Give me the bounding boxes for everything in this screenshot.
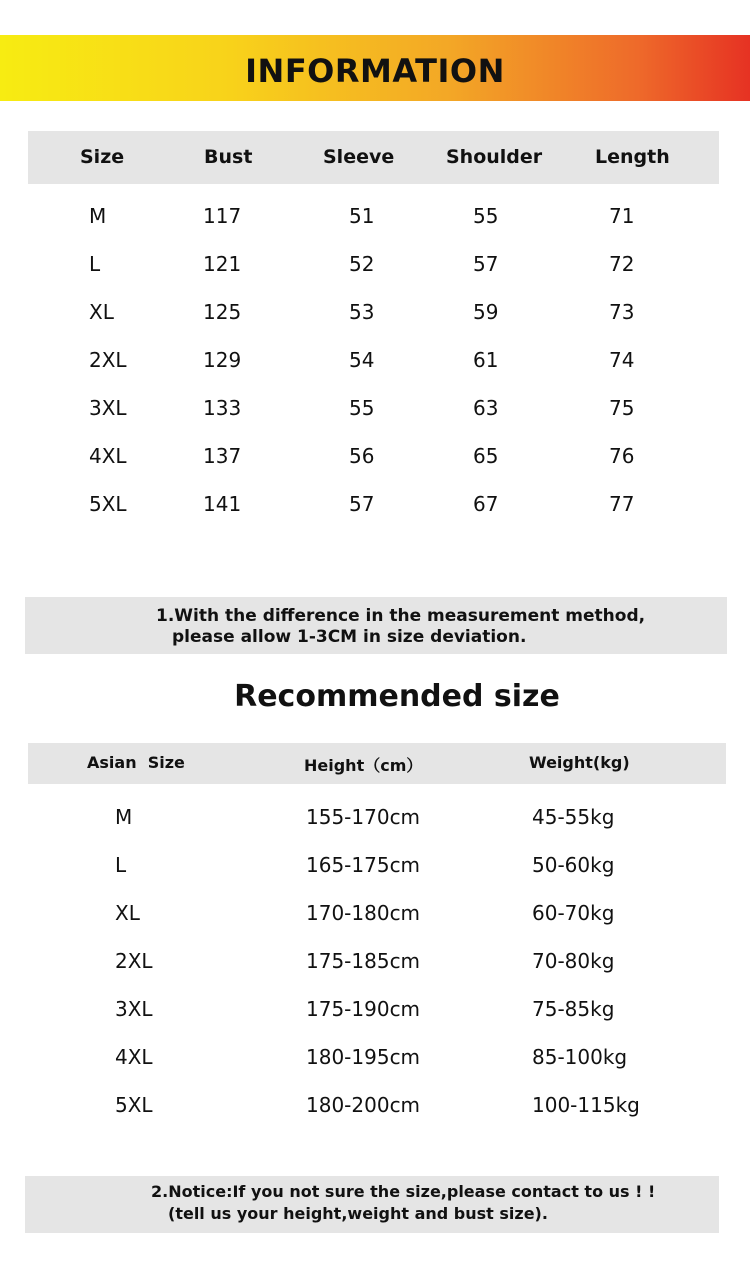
shoulder-cell: 65 bbox=[473, 444, 499, 468]
height-cell: 170-180cm bbox=[306, 901, 421, 925]
bust-cell: 133 bbox=[203, 396, 242, 420]
contact-note-line1: 2.Notice:If you not sure the size,please contact to us ! ! bbox=[151, 1182, 656, 1201]
measurement-note-line2: please allow 1-3CM in size deviation. bbox=[172, 627, 527, 647]
size-header-size: Size bbox=[80, 146, 125, 168]
shoulder-cell: 55 bbox=[473, 204, 499, 228]
height-cell: 175-185cm bbox=[306, 949, 421, 973]
weight-cell: 75-85kg bbox=[532, 997, 615, 1021]
size-cell: L bbox=[89, 252, 101, 276]
asian-size-cell: M bbox=[115, 805, 133, 829]
length-cell: 74 bbox=[609, 348, 635, 372]
information-banner bbox=[0, 35, 750, 101]
rec-header-asian-size: Asian Size bbox=[87, 753, 185, 772]
asian-size-cell: XL bbox=[115, 901, 140, 925]
length-cell: 76 bbox=[609, 444, 635, 468]
height-cell: 180-195cm bbox=[306, 1045, 421, 1069]
sleeve-cell: 56 bbox=[349, 444, 375, 468]
banner-title: INFORMATION bbox=[245, 52, 505, 90]
asian-size-cell: 5XL bbox=[115, 1093, 153, 1117]
size-cell: 4XL bbox=[89, 444, 127, 468]
length-cell: 75 bbox=[609, 396, 635, 420]
shoulder-cell: 57 bbox=[473, 252, 499, 276]
bust-cell: 125 bbox=[203, 300, 242, 324]
shoulder-cell: 63 bbox=[473, 396, 499, 420]
length-cell: 71 bbox=[609, 204, 635, 228]
bust-cell: 117 bbox=[203, 204, 242, 228]
shoulder-cell: 61 bbox=[473, 348, 499, 372]
size-header-bust: Bust bbox=[204, 146, 253, 168]
length-cell: 77 bbox=[609, 492, 635, 516]
length-cell: 73 bbox=[609, 300, 635, 324]
sleeve-cell: 54 bbox=[349, 348, 375, 372]
asian-size-cell: 4XL bbox=[115, 1045, 153, 1069]
height-cell: 180-200cm bbox=[306, 1093, 421, 1117]
bust-cell: 137 bbox=[203, 444, 242, 468]
size-cell: 2XL bbox=[89, 348, 127, 372]
height-cell: 175-190cm bbox=[306, 997, 421, 1021]
size-cell: M bbox=[89, 204, 107, 228]
weight-cell: 50-60kg bbox=[532, 853, 615, 877]
weight-cell: 60-70kg bbox=[532, 901, 615, 925]
bust-cell: 141 bbox=[203, 492, 242, 516]
sleeve-cell: 53 bbox=[349, 300, 375, 324]
shoulder-cell: 59 bbox=[473, 300, 499, 324]
size-cell: 5XL bbox=[89, 492, 127, 516]
sleeve-cell: 55 bbox=[349, 396, 375, 420]
sleeve-cell: 51 bbox=[349, 204, 375, 228]
contact-note-line2: (tell us your height,weight and bust size). bbox=[168, 1204, 548, 1223]
asian-size-cell: L bbox=[115, 853, 127, 877]
size-header-sleeve: Sleeve bbox=[323, 146, 395, 168]
asian-size-cell: 3XL bbox=[115, 997, 153, 1021]
weight-cell: 45-55kg bbox=[532, 805, 615, 829]
height-cell: 155-170cm bbox=[306, 805, 421, 829]
length-cell: 72 bbox=[609, 252, 635, 276]
measurement-note-line1: 1.With the difference in the measurement method, bbox=[156, 606, 646, 626]
size-header-length: Length bbox=[595, 146, 670, 168]
size-header-shoulder: Shoulder bbox=[446, 146, 543, 168]
height-cell: 165-175cm bbox=[306, 853, 421, 877]
size-cell: 3XL bbox=[89, 396, 127, 420]
asian-size-cell: 2XL bbox=[115, 949, 153, 973]
shoulder-cell: 67 bbox=[473, 492, 499, 516]
weight-cell: 85-100kg bbox=[532, 1045, 628, 1069]
bust-cell: 129 bbox=[203, 348, 242, 372]
bust-cell: 121 bbox=[203, 252, 242, 276]
recommended-size-title: Recommended size bbox=[234, 679, 560, 714]
sleeve-cell: 52 bbox=[349, 252, 375, 276]
sleeve-cell: 57 bbox=[349, 492, 375, 516]
weight-cell: 70-80kg bbox=[532, 949, 615, 973]
weight-cell: 100-115kg bbox=[532, 1093, 640, 1117]
rec-header-weight: Weight(kg) bbox=[529, 753, 630, 772]
rec-header-height: Height（cm） bbox=[304, 756, 423, 775]
size-cell: XL bbox=[89, 300, 114, 324]
